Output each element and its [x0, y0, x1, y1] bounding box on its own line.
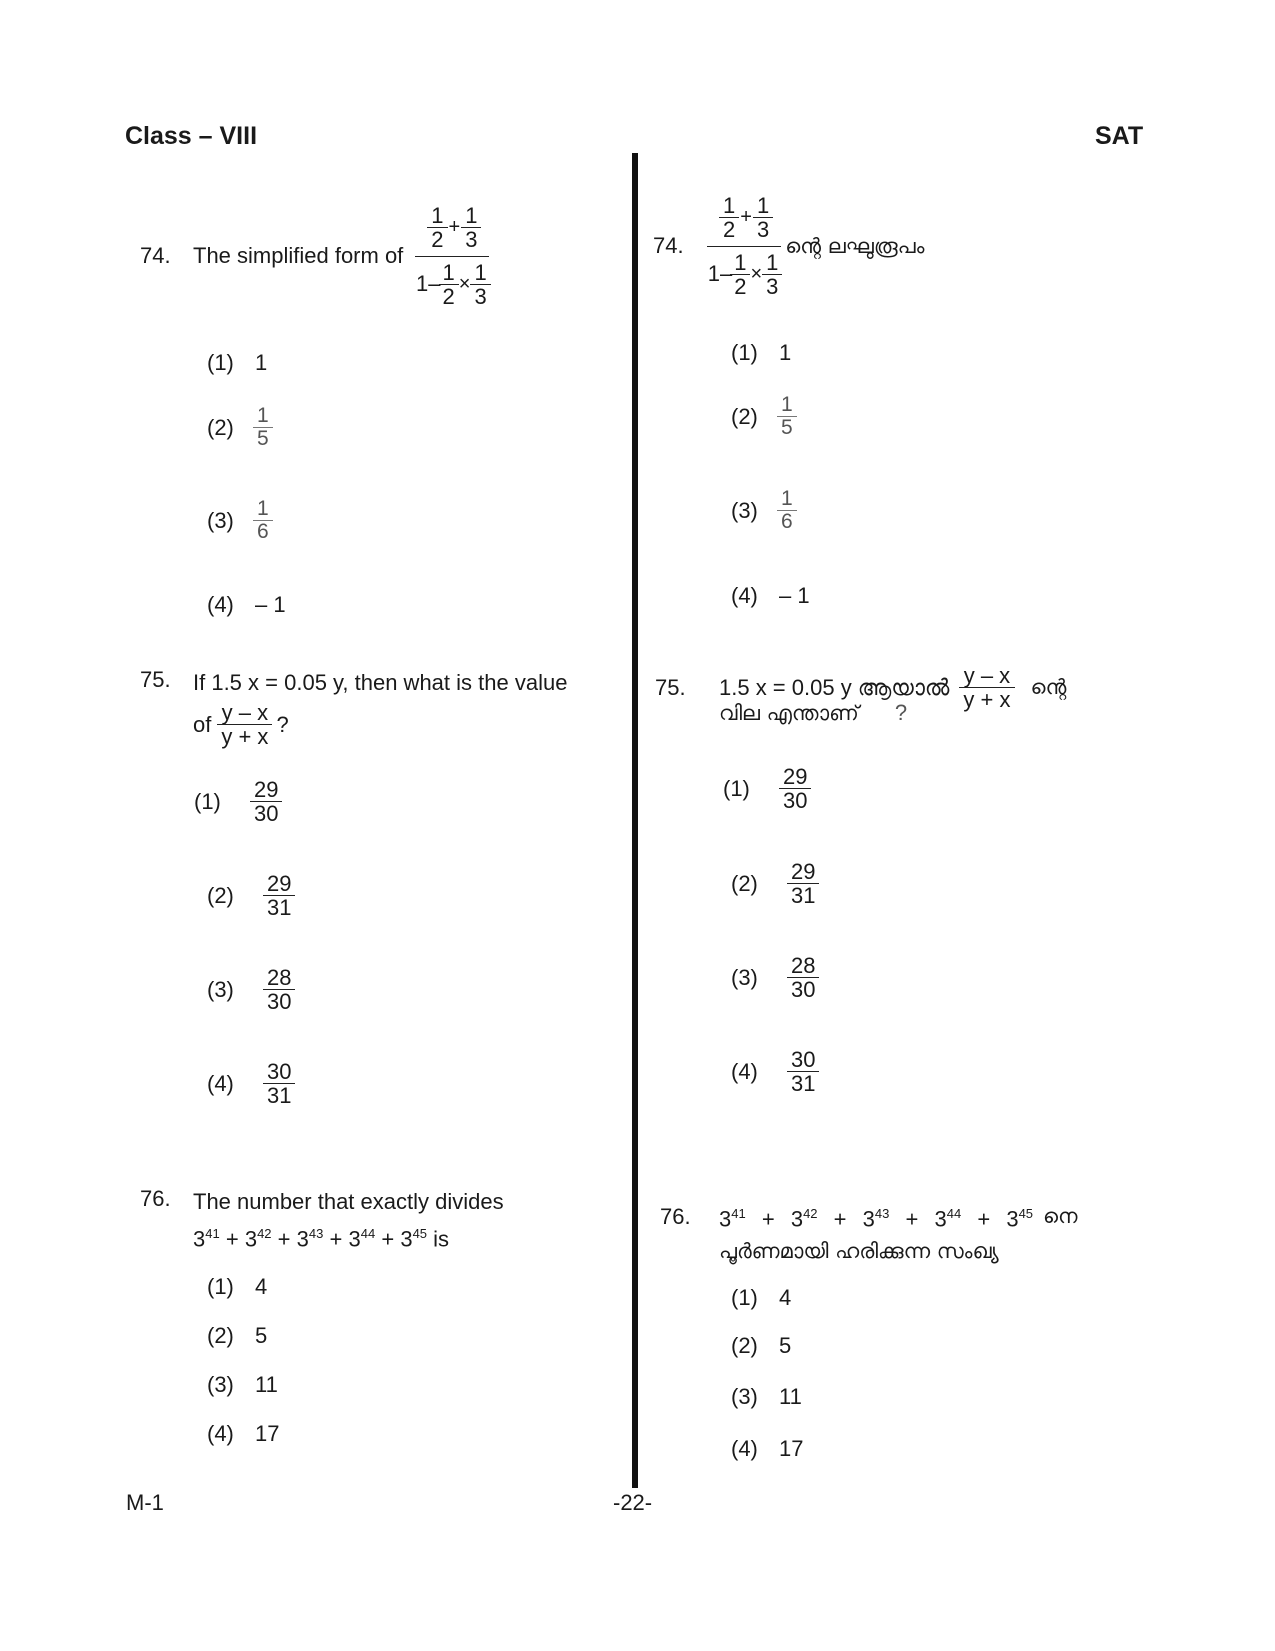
option-1[interactable]: (1) $\frac{29}{30}$ [194, 778, 280, 825]
power-sum: $3^{41} + 3^{42} + 3^{43} + 3^{44} + 3^{45}$ is [193, 1226, 450, 1252]
question-75-en: 75. If 1.5 x = 0.05 y, then what is the value of $\frac{y - x}{y + x}$ ? [140, 667, 568, 750]
question-number: 76. [660, 1203, 691, 1229]
compound-fraction: $\frac{1}{2}$ + $\frac{1}{3}$ 1– $\frac{1}{2}$ × $\frac{1}{3}$ [707, 194, 781, 297]
option-2[interactable]: (2) $\frac{1}{5}$ [731, 394, 795, 439]
question-number: 74. [140, 243, 171, 268]
question-74-en [140, 196, 489, 316]
question-75-ml: 75. 1.5 x = 0.05 y ആയാൽ $\frac{y - x}{y + x}$ ന്റെ വില എന്താണ് ? [655, 663, 1067, 726]
option-2[interactable]: (2) 5 [731, 1333, 792, 1358]
question-number: 75. [655, 674, 686, 700]
question-76-en [140, 1186, 504, 1255]
question-number: 75. [140, 667, 171, 692]
question-text: ന്റെ ലഘുരൂപം [785, 233, 925, 258]
fraction: $\frac{y - x}{y + x}$ [961, 664, 1012, 711]
option-2[interactable]: (2) $\frac{1}{5}$ [207, 405, 271, 450]
fraction: $\frac{y - x}{y + x}$ [219, 701, 270, 748]
option-1[interactable]: (1) 4 [731, 1285, 792, 1310]
question-text: The number that exactly divides [193, 1189, 504, 1214]
option-4[interactable]: (4) 17 [207, 1421, 280, 1446]
option-2[interactable]: (2) $\frac{29}{31}$ [207, 872, 293, 919]
question-76-ml: 76. $3^{41} + 3^{42} + 3^{43} + 3^{44} + 3^{45}$ നെ പൂർണമായി ഹരിക്കുന്ന സംഖ്യ [660, 1198, 1078, 1264]
option-4[interactable]: (4) – 1 [207, 592, 286, 617]
question-text-cont: വില എന്താണ് [719, 700, 859, 725]
question-number: 76. [140, 1186, 171, 1211]
column-divider [632, 153, 638, 1488]
option-1[interactable]: (1) $\frac{29}{30}$ [723, 765, 809, 812]
option-3[interactable]: (3) $\frac{1}{6}$ [731, 488, 795, 533]
option-3[interactable]: (3) $\frac{1}{6}$ [207, 498, 271, 543]
option-4[interactable]: (4) $\frac{30}{31}$ [731, 1048, 817, 1095]
page-number: -22- [613, 1490, 653, 1515]
option-4[interactable]: (4) 17 [731, 1436, 804, 1461]
question-74-ml [653, 186, 924, 306]
option-1[interactable]: (1) 1 [207, 350, 268, 375]
exam-label: SAT [1095, 122, 1144, 150]
option-4[interactable]: (4) – 1 [731, 583, 810, 608]
question-text-cont: of [193, 711, 212, 737]
power-sum: $3^{41} + 3^{42} + 3^{43} + 3^{44} + 3^{45}$ [719, 1206, 1034, 1232]
compound-fraction: $\frac{1}{2}$ + $\frac{1}{3}$ 1– $\frac{1}{2}$ × $\frac{1}{3}$ [415, 204, 489, 307]
option-3[interactable]: (3) 11 [207, 1372, 278, 1397]
question-text: 1.5 x = 0.05 y ആയാൽ [719, 674, 950, 700]
option-2[interactable]: (2) $\frac{29}{31}$ [731, 860, 817, 907]
question-text-cont: പൂർണമായി ഹരിക്കുന്ന സംഖ്യ [719, 1239, 999, 1264]
option-3[interactable]: (3) $\frac{28}{30}$ [731, 954, 817, 1001]
option-1[interactable]: (1) 1 [731, 340, 792, 365]
question-text: The simplified form of [193, 243, 404, 268]
option-1[interactable]: (1) 4 [207, 1274, 268, 1299]
option-4[interactable]: (4) $\frac{30}{31}$ [207, 1060, 293, 1107]
option-2[interactable]: (2) 5 [207, 1323, 268, 1348]
paper-code: M-1 [126, 1490, 164, 1515]
option-3[interactable]: (3) 11 [731, 1384, 802, 1409]
question-text: If 1.5 x = 0.05 y, then what is the value [193, 670, 568, 695]
class-label: Class – VIII [125, 122, 258, 150]
option-3[interactable]: (3) $\frac{28}{30}$ [207, 966, 293, 1013]
question-number: 74. [653, 233, 684, 258]
